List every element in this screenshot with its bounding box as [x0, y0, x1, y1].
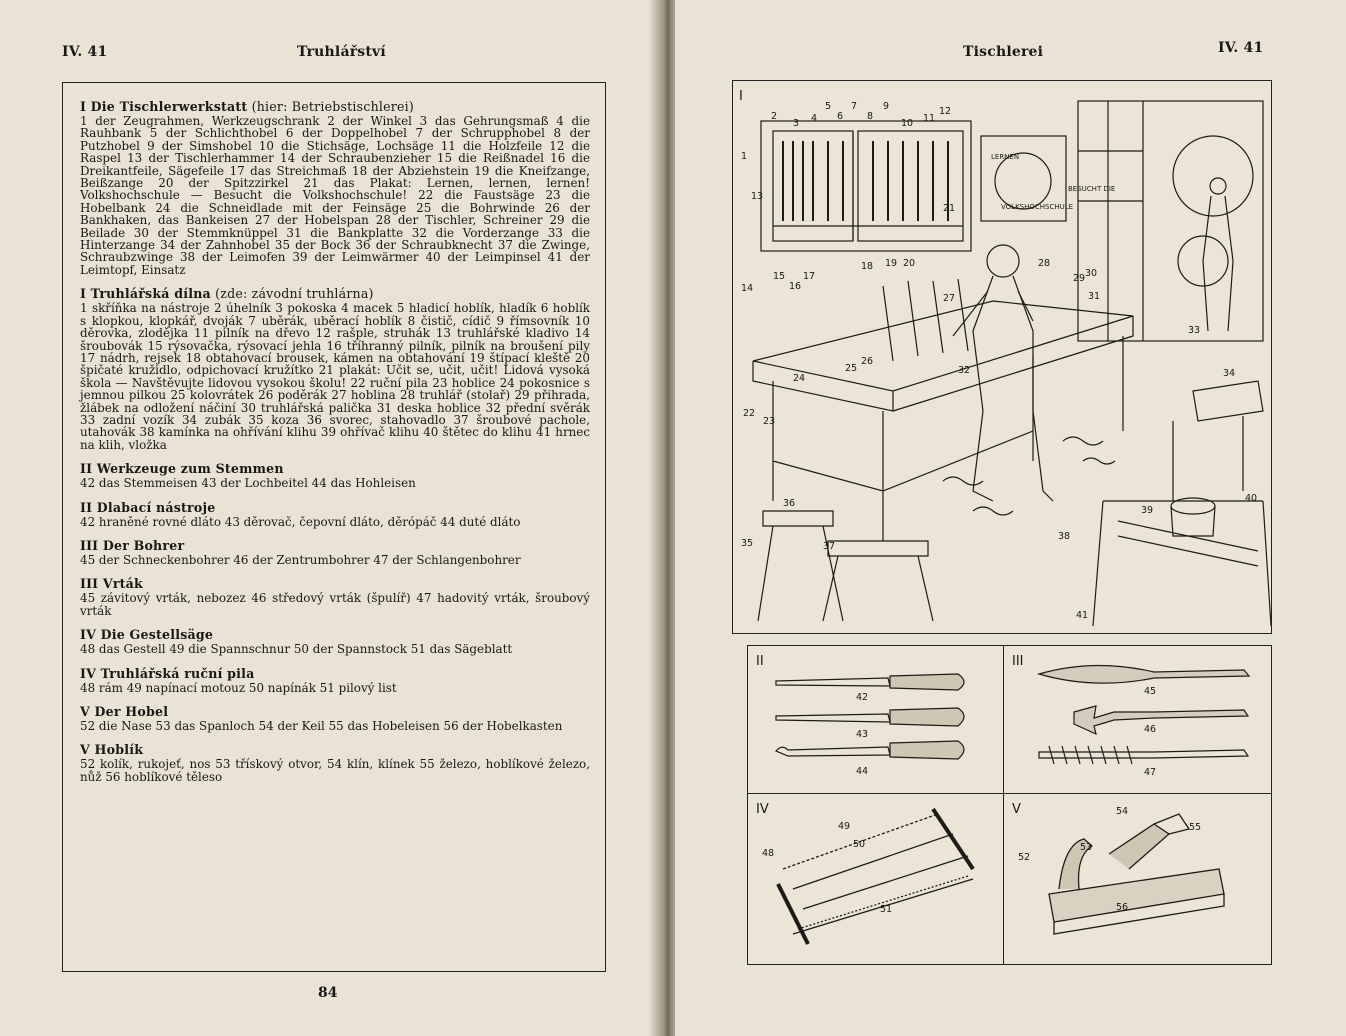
- workshop-label: 17: [803, 271, 816, 282]
- workshop-label: 11: [923, 113, 936, 124]
- section-body: 45 der Schneckenbohrer 46 der Zentrumbohrer 47 der Schlangenbohrer: [80, 552, 521, 567]
- section-heading-text: IV Die Gestellsäge: [80, 627, 214, 643]
- label-43: 43: [856, 729, 869, 740]
- workshop-label: 5: [825, 101, 832, 112]
- workshop-label: 36: [783, 498, 796, 509]
- workshop-label: 32: [958, 365, 971, 376]
- workshop-label: 4: [811, 113, 818, 124]
- section-body: 52 kolík, rukojeť, nos 53 třískový otvor, 54 klín, klínek 55 železo, hoblíkové železo, nůž 56 hoblíkové těleso: [80, 757, 590, 784]
- figure-roman-numeral: IV: [756, 802, 769, 817]
- section-heading-text: I Die Tischlerwerkstatt: [80, 99, 248, 114]
- section-heading: [80, 667, 590, 681]
- workshop-label: 31: [1088, 291, 1101, 302]
- section-heading: [80, 501, 590, 515]
- left-page: [0, 0, 660, 1036]
- label-56: 56: [1116, 902, 1129, 913]
- section-body: 48 rám 49 napínací motouz 50 napínák 51 pilový list: [80, 680, 397, 695]
- poster-text-2: BESUCHT DIE: [1068, 185, 1116, 193]
- figure-plane: [1003, 793, 1272, 965]
- workshop-label: 40: [1245, 493, 1258, 504]
- section-heading: [80, 628, 590, 642]
- workshop-label: 22: [743, 408, 756, 419]
- workshop-label: 34: [1223, 368, 1236, 379]
- left-chapter-number: IV. 41: [62, 44, 108, 60]
- label-52: 52: [1018, 852, 1031, 863]
- workshop-label: 3: [793, 118, 800, 129]
- section-heading: [80, 462, 590, 476]
- workshop-label: 15: [773, 271, 786, 282]
- workshop-label: 26: [861, 356, 874, 367]
- workshop-label: 19: [885, 258, 898, 269]
- label-55: 55: [1189, 822, 1202, 833]
- section-heading-text: I Truhlářská dílna: [80, 286, 211, 302]
- label-49: 49: [838, 821, 851, 832]
- vocab-section: [80, 667, 590, 694]
- label-44: 44: [856, 766, 869, 777]
- section-heading-text: III Vrták: [80, 576, 143, 592]
- workshop-label: 9: [883, 101, 890, 112]
- workshop-label: 6: [837, 111, 844, 122]
- workshop-label: 41: [1076, 610, 1089, 621]
- section-heading-note: (zde: závodní truhlárna): [210, 286, 374, 302]
- workshop-label: 23: [763, 416, 776, 427]
- workshop-label: 35: [741, 538, 754, 549]
- section-heading: [80, 287, 590, 301]
- section-heading-text: III Der Bohrer: [80, 537, 185, 553]
- vocab-section: [80, 539, 590, 566]
- section-heading-text: V Der Hobel: [80, 704, 169, 719]
- label-46: 46: [1144, 724, 1157, 735]
- workshop-label: 1: [741, 151, 748, 162]
- plane-illustration: [1004, 794, 1271, 964]
- workshop-label: 7: [851, 101, 858, 112]
- section-heading-text: II Dlabací nástroje: [80, 499, 216, 515]
- label-48: 48: [762, 848, 775, 859]
- figure-bits: [1003, 645, 1272, 795]
- figure-roman-numeral: III: [1012, 654, 1024, 669]
- section-body: 1 der Zeugrahmen, Werkzeugschrank 2 der Winkel 3 das Gehrungsmaß 4 die Rauhbank 5 der Schlichthobel 6 der Doppelhobel 7 der Schrupphobel 8 der Putzhobel 9 der Simshobel 10 die Stichsäge, Lochsäge 11 die Holzfeile 12 die Raspel 13 der Tischlerhammer 14 der Schraubenzieher 15 die Reißnadel 16 die Dreikantfeile, Sägefeile 17 das Streichmaß 18 der Abziehstein 19 die Kneifzange, Beißzange 20 der Spitzzirkel 21 das Plakat: Lernen, lernen, lernen! Volkshochschule — Besucht die Volkshochschule! 22 die Faustsäge 23 die Hobelbank 24 die Schneidlade mit der Feinsäge 25 die Bohrwinde 26 der Bankhaken, das Bankeisen 27 der Hobelspan 28 der Tischler, Schreiner 29 die Beilade 30 der Stemmknüppel 31 die Bankplatte 32 die Vorderzange 33 die Hinterzange 34 der Zahnhobel 35 der Bock 36 der Schraubknecht 37 die Zwinge, Schraubzwinge 38 der Leimofen 39 der Leimwärmer 40 der Leimpinsel 41 der Leimtopf, Einsatz: [80, 114, 590, 277]
- poster-text-1: LERNEN: [991, 153, 1020, 161]
- workshop-label: 14: [741, 283, 754, 294]
- label-51: 51: [880, 904, 893, 915]
- section-heading: [80, 705, 590, 719]
- workshop-label: 39: [1141, 505, 1154, 516]
- workshop-label: 28: [1038, 258, 1051, 269]
- left-page-title: Truhlářství: [297, 44, 386, 60]
- workshop-label: 8: [867, 111, 874, 122]
- figure-roman-numeral: II: [756, 654, 764, 669]
- section-heading: [80, 100, 590, 114]
- workshop-label: 37: [823, 541, 836, 552]
- vocab-section: [80, 462, 590, 489]
- section-heading: [80, 743, 590, 757]
- vocab-section: [80, 628, 590, 655]
- section-body: 1 skříňka na nástroje 2 úhelník 3 pokoska 4 macek 5 hladicí hoblík, hladík 6 hoblík s klopkou, klopkář, dvoják 7 uběrák, uběrací hoblík 8 čistič, cídič 9 římsovník 10 děrovka, zlodějka 11 pilník na dřevo 12 rašple, struhák 13 truhlářské kladivo 14 šroubovák 15 rýsovačka, rýsovací jehla 16 tříhranný pilník, pilník na broušení pily 17 nádrh, rejsek 18 obtahovací brousek, kámen na obtahování 19 štípací kleště 20 špičaté kružidlo, odpichovací kružítko 21 plakát: Učit se, učit, učit! Lidová vysoká škola — Navštěvujte lidovou vysokou školu! 22 ruční pila 23 hoblice 24 pokosnice s jemnou pilkou 25 kolovrátek 26 poděrák 27 hoblina 28 truhlář (stolař) 29 přihrada, žlábek na odložení náčiní 30 truhlářská palička 31 deska hoblice 32 přední svěrák 33 zadní vozík 34 zubák 35 koza 36 svorec, stahovadlo 37 šroubové pachole, utahovák 38 kamínka na ohřívání klihu 39 ohřívač klihu 40 štětec do klihu 41 hrnec na klih, vložka: [80, 301, 590, 452]
- right-chapter-number: IV. 41: [1218, 40, 1264, 56]
- vocab-section: [80, 705, 590, 732]
- label-47: 47: [1144, 767, 1157, 778]
- label-42: 42: [856, 692, 869, 703]
- workshop-label: 18: [861, 261, 874, 272]
- workshop-label: 13: [751, 191, 764, 202]
- workshop-label: 16: [789, 281, 802, 292]
- workshop-label: 21: [943, 203, 956, 214]
- vocab-section: [80, 743, 590, 783]
- saw-illustration: [748, 794, 1004, 964]
- workshop-label: 20: [903, 258, 916, 269]
- workshop-illustration: [733, 81, 1271, 633]
- figure-chisels: [747, 645, 1005, 795]
- section-body: 45 závitový vrták, nebozez 46 středový vrták (špulíř) 47 hadovitý vrták, šroubový vrták: [80, 591, 590, 618]
- figure-roman-numeral: V: [1012, 802, 1021, 817]
- poster-text-3: VOLKSHOCHSCHULE: [1001, 203, 1074, 211]
- section-heading-text: IV Truhlářská ruční pila: [80, 665, 255, 681]
- section-heading-text: V Hoblík: [80, 742, 144, 758]
- figure-saw: [747, 793, 1005, 965]
- workshop-label: 25: [845, 363, 858, 374]
- label-45: 45: [1144, 686, 1157, 697]
- right-page-title: Tischlerei: [963, 44, 1044, 60]
- figure-roman-numeral: I: [739, 89, 743, 104]
- label-50: 50: [853, 839, 866, 850]
- workshop-label: 12: [939, 106, 952, 117]
- vocab-section: [80, 577, 590, 617]
- section-body: 42 hraněné rovné dláto 43 děrovač, čepovní dláto, děrópáč 44 duté dláto: [80, 514, 521, 529]
- workshop-label: 30: [1085, 268, 1098, 279]
- workshop-label: 27: [943, 293, 956, 304]
- vocab-section: [80, 100, 590, 276]
- figure-workshop: [732, 80, 1272, 634]
- label-53: 53: [1080, 842, 1093, 853]
- section-body: 42 das Stemmeisen 43 der Lochbeitel 44 das Hohleisen: [80, 476, 416, 491]
- workshop-label: 33: [1188, 325, 1201, 336]
- workshop-label: 38: [1058, 531, 1071, 542]
- section-body: 48 das Gestell 49 die Spannschnur 50 der Spannstock 51 das Sägeblatt: [80, 642, 513, 657]
- workshop-label: 2: [771, 111, 778, 122]
- section-heading: [80, 577, 590, 591]
- vocab-section: [80, 287, 590, 451]
- bits-illustration: [1004, 646, 1271, 794]
- section-heading-note: (hier: Betriebstischlerei): [247, 99, 414, 114]
- workshop-label: 10: [901, 118, 914, 129]
- page-number: 84: [318, 985, 338, 1001]
- chisels-illustration: [748, 646, 1004, 794]
- right-page: [675, 0, 1346, 1036]
- vocabulary-column: [80, 100, 590, 794]
- label-54: 54: [1116, 806, 1129, 817]
- workshop-label: 29: [1073, 273, 1086, 284]
- workshop-label: 24: [793, 373, 806, 384]
- section-body: 52 die Nase 53 das Spanloch 54 der Keil 55 das Hobeleisen 56 der Hobelkasten: [80, 719, 563, 733]
- section-heading: [80, 539, 590, 553]
- section-heading-text: II Werkzeuge zum Stemmen: [80, 461, 284, 477]
- vocab-section: [80, 501, 590, 528]
